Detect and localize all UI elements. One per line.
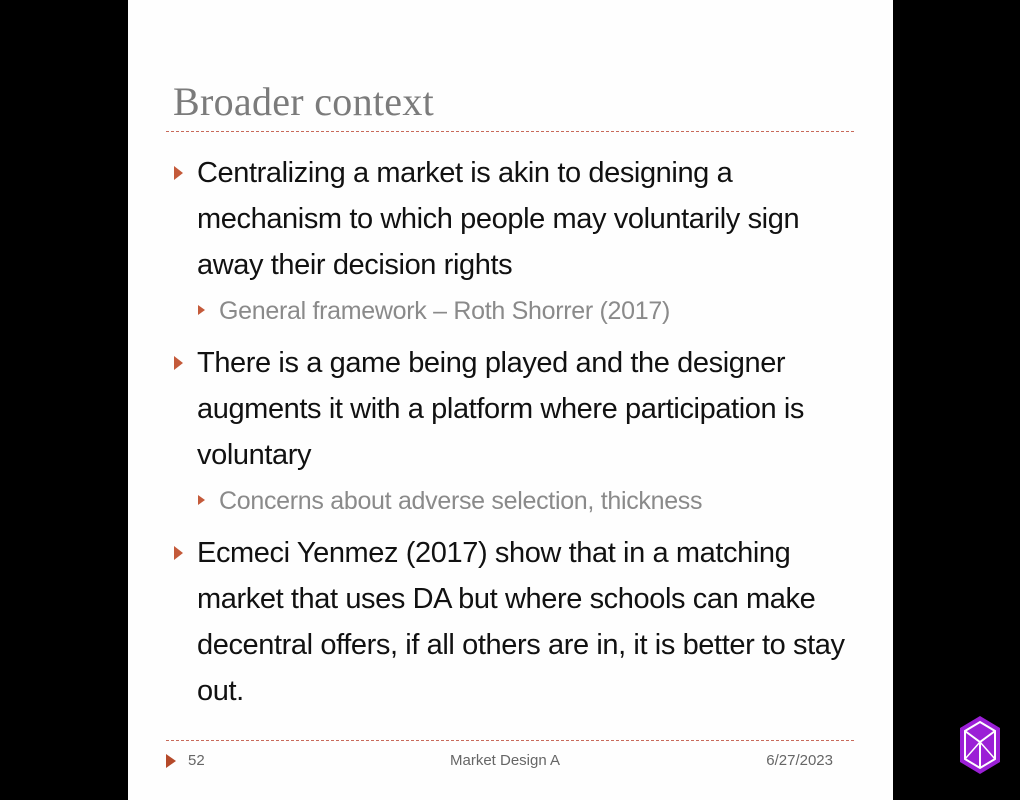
bullet-item	[168, 340, 858, 478]
page-number: 52	[188, 752, 205, 769]
sub-bullet-text: Concerns about adverse selection, thickness	[219, 487, 703, 515]
bullet-item	[168, 530, 858, 714]
footer-divider	[166, 740, 854, 741]
purple-hexagon-logo-icon	[956, 712, 1004, 778]
bullet-text: Centralizing a market is akin to designing a mechanism to which people may voluntarily sign away their decision rights	[197, 157, 800, 281]
bullet-arrow-icon	[174, 356, 183, 370]
slide-title: Broader context	[173, 79, 435, 124]
sub-bullet-item	[168, 288, 858, 334]
footer-date: 6/27/2023	[766, 752, 833, 769]
sub-bullet-arrow-icon	[198, 495, 205, 505]
bullet-text: Ecmeci Yenmez (2017) show that in a matching market that uses DA but where schools can make decentral offers, if all others are in, it is better to stay out.	[197, 537, 845, 707]
bullet-arrow-icon	[174, 546, 183, 560]
sub-bullet-arrow-icon	[198, 305, 205, 315]
slide-footer	[128, 749, 893, 773]
bullet-item	[168, 150, 858, 288]
bullet-list	[168, 150, 858, 714]
sub-bullet-text: General framework – Roth Shorrer (2017)	[219, 297, 670, 325]
bullet-text: There is a game being played and the designer augments it with a platform where participation is voluntary	[197, 347, 805, 471]
footer-course-title: Market Design A	[450, 752, 561, 769]
title-divider	[166, 131, 854, 132]
sub-bullet-item	[168, 478, 858, 524]
bullet-arrow-icon	[174, 166, 183, 180]
footer-arrow-icon	[166, 754, 176, 768]
slide	[128, 0, 893, 800]
